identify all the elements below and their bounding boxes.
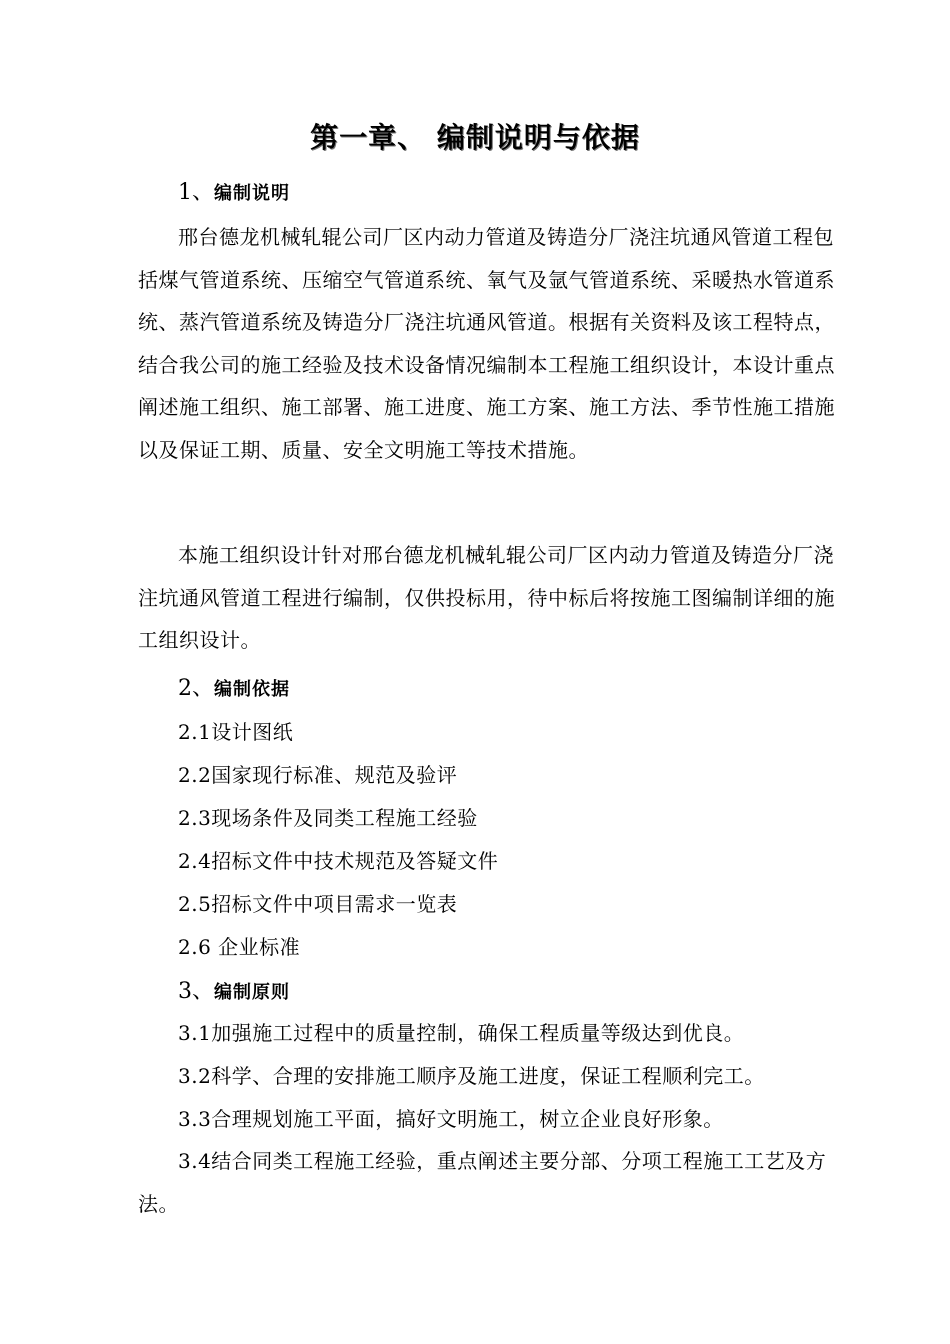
paragraph-principle-4: 3.4结合同类工程施工经验，重点阐述主要分部、分项工程施工工艺及方法。 — [138, 1149, 827, 1216]
list-item: 3.2科学、合理的安排施工顺序及施工进度，保证工程顺利完工。 — [178, 1064, 765, 1088]
list-item: 2.5招标文件中项目需求一览表 — [178, 892, 458, 916]
section-number: 2、 — [178, 676, 214, 701]
list-item: 3.3合理规划施工平面，搞好文明施工，树立企业良好形象。 — [178, 1107, 724, 1131]
list-item: 3.1加强施工过程中的质量控制，确保工程质量等级达到优良。 — [178, 1021, 745, 1045]
section-number: 3、 — [178, 979, 214, 1004]
section-heading-2 — [178, 672, 290, 706]
list-item: 2.1设计图纸 — [178, 720, 294, 744]
section-title: 编制说明 — [214, 183, 290, 204]
section-heading-1 — [178, 176, 290, 210]
section-title: 编制依据 — [214, 679, 290, 700]
list-item: 2.2国家现行标准、规范及验评 — [178, 763, 458, 787]
list-item: 2.4招标文件中技术规范及答疑文件 — [178, 849, 499, 873]
paragraph-scope: 本施工组织设计针对邢台德龙机械轧辊公司厂区内动力管道及铸造分厂浇注坑通风管道工程进行编制，仅供投标用，待中标后将按施工图编制详细的施工组织设计。 — [138, 543, 835, 653]
list-item: 2.6 企业标准 — [178, 935, 301, 959]
paragraph-description: 邢台德龙机械轧辊公司厂区内动力管道及铸造分厂浇注坑通风管道工程包括煤气管道系统、压缩空气管道系统、氧气及氩气管道系统、采暖热水管道系统、蒸汽管道系统及铸造分厂浇注坑通风管道。根据有关资料及该工程特点，结合我公司的施工经验及技术设备情况编制本工程施工组织设计，本设计重点阐述施工组织、施工部署、施工进度、施工方案、施工方法、季节性施工措施以及保证工期、质量、安全文明施工等技术措施。 — [138, 225, 835, 462]
section-heading-3 — [178, 975, 290, 1009]
section-number: 1、 — [178, 180, 214, 205]
list-item: 2.3现场条件及同类工程施工经验 — [178, 806, 478, 830]
section-title: 编制原则 — [214, 982, 290, 1003]
chapter-title: 第一章、 编制说明与依据 — [310, 121, 640, 154]
